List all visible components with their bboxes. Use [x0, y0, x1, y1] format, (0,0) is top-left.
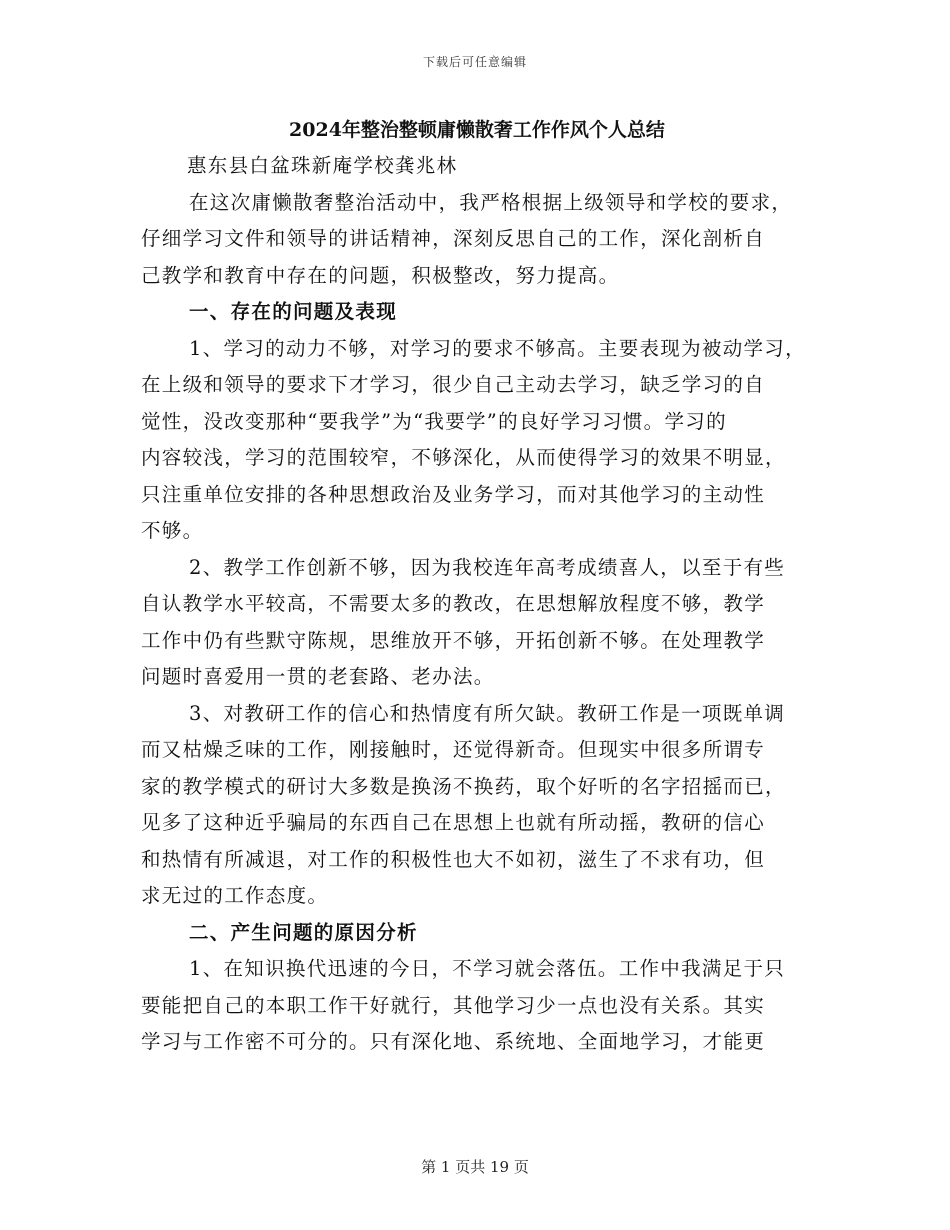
paragraph-line: 1、学习的动力不够，对学习的要求不够高。主要表现为被动学习，: [189, 336, 806, 360]
document-body: [141, 112, 813, 1061]
paragraph-line: 内容较浅，学习的范围较窄，不够深化，从而使得学习的效果不明显，: [141, 446, 786, 469]
paragraph-line: 在上级和领导的要求下才学习，很少自己主动去学习，缺乏学习的自: [141, 373, 766, 396]
page-header: 下载后可任意编辑: [422, 55, 527, 69]
paragraph-line: 而又枯燥乏味的工作，刚接触时，还觉得新奇。但现实中很多所谓专: [141, 738, 766, 761]
paragraph-line: 仔细学习文件和领导的讲话精神，深刻反思自己的工作，深化剖析自: [141, 227, 766, 250]
paragraph-line: 工作中仍有些默守陈规，思维放开不够，开拓创新不够。在处理教学: [141, 628, 766, 652]
document-title: 2024年整治整顿庸懒散奢工作作风个人总结: [289, 119, 665, 141]
paragraph-line: 自认教学水平较高，不需要太多的教改，在思想解放程度不够，教学: [141, 592, 766, 615]
page-footer: 第 1 页共 19 页: [421, 1158, 529, 1176]
paragraph-line: 见多了这种近乎骗局的东西自己在思想上也就有所动摇，教研的信心: [141, 811, 766, 834]
paragraph-line: 2、教学工作创新不够，因为我校连年高考成绩喜人，以至于有些: [189, 555, 786, 579]
paragraph-line: 求无过的工作态度。: [141, 884, 329, 907]
paragraph-line: 不够。: [141, 519, 204, 542]
paragraph-line: 学习与工作密不可分的。只有深化地、系统地、全面地学习，才能更: [141, 1030, 766, 1053]
paragraph-line: 1、在知识换代迅速的今日，不学习就会落伍。工作中我满足于只: [189, 957, 786, 980]
paragraph-line: 要能把自己的本职工作干好就行，其他学习少一点也没有关系。其实: [141, 993, 766, 1017]
paragraph-line: 和热情有所减退，对工作的积极性也大不如初，滋生了不求有功，但: [141, 847, 766, 871]
paragraph-line: 3、对教研工作的信心和热情度有所欠缺。教研工作是一项既单调: [189, 701, 786, 725]
section-heading: 二、产生问题的原因分析: [189, 920, 418, 944]
section-heading: 一、存在的问题及表现: [189, 300, 398, 323]
paragraph-line: 觉性，没改变那种“要我学”为“我要学”的良好学习习惯。学习的: [141, 409, 727, 433]
paragraph-line: 家的教学模式的研讨大多数是换汤不换药，取个好听的名字招摇而已，: [141, 774, 786, 798]
author-line: 惠东县白盆珠新庵学校龚兆林: [187, 154, 458, 177]
paragraph-line: 在这次庸懒散奢整治活动中，我严格根据上级领导和学校的要求，: [189, 190, 793, 214]
paragraph-line: 只注重单位安排的各种思想政治及业务学习，而对其他学习的主动性: [141, 482, 766, 506]
paragraph-line: 己教学和教育中存在的问题，积极整改，努力提高。: [141, 263, 620, 287]
paragraph-line: 问题时喜爱用一贯的老套路、老办法。: [141, 665, 495, 688]
